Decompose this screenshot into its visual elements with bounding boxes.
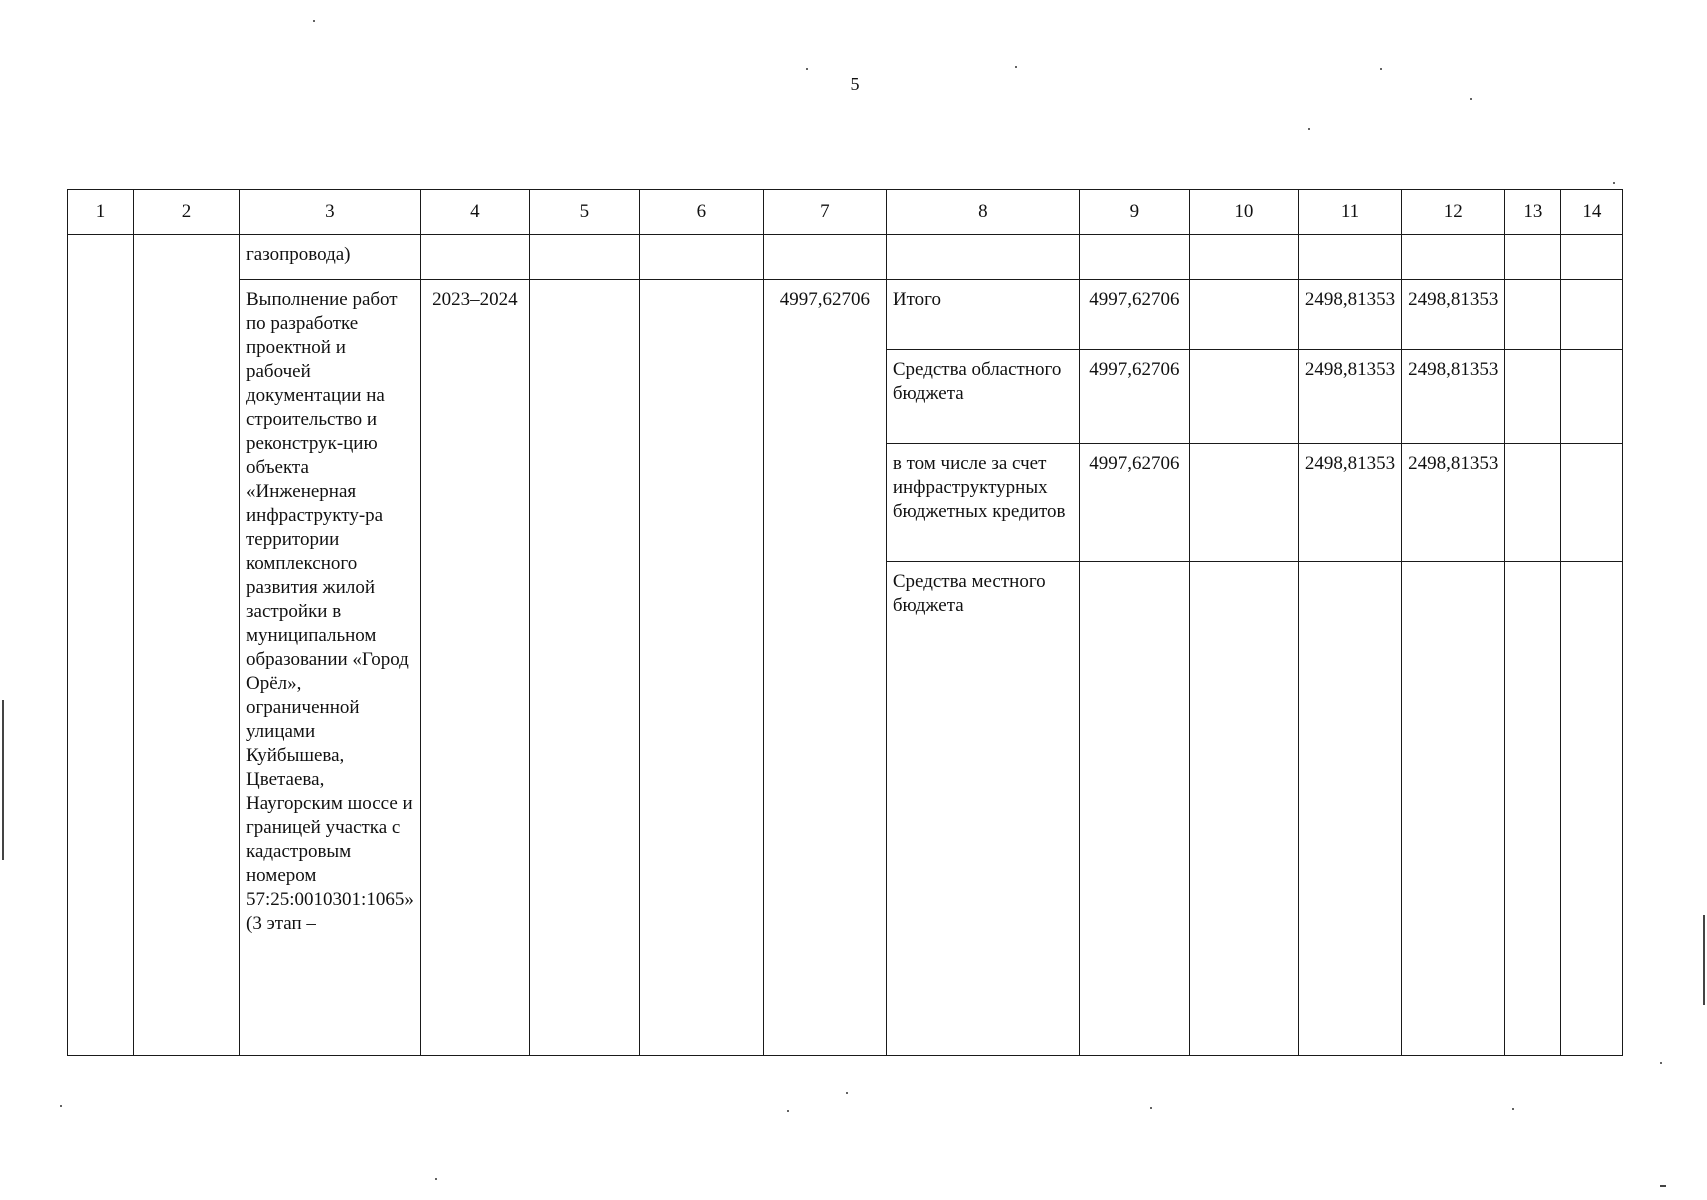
scan-speck	[1470, 98, 1472, 100]
item-total-cost: 4997,62706	[763, 280, 886, 1056]
table-cell	[639, 235, 763, 280]
item-period: 2023–2024	[420, 280, 529, 1056]
scan-speck	[1380, 68, 1382, 70]
scan-speck	[1660, 1062, 1662, 1064]
table-cell	[1402, 235, 1505, 280]
budget-table	[67, 189, 1623, 1056]
scan-speck	[1150, 1107, 1152, 1109]
column-header: 1	[68, 190, 134, 235]
column-header: 7	[763, 190, 886, 235]
funding-col12	[1402, 562, 1505, 1056]
table-cell	[1561, 235, 1623, 280]
scan-edge-line	[2, 700, 4, 860]
column-header: 6	[639, 190, 763, 235]
funding-col10	[1189, 280, 1298, 350]
funding-col10	[1189, 350, 1298, 444]
scan-speck	[60, 1105, 62, 1107]
scan-speck	[846, 1092, 848, 1094]
funding-col12: 2498,81353	[1402, 444, 1505, 562]
table-cell	[639, 280, 763, 1056]
column-header: 14	[1561, 190, 1623, 235]
scan-edge-line	[1703, 915, 1705, 1005]
funding-col13	[1505, 350, 1561, 444]
column-header: 8	[886, 190, 1079, 235]
funding-col13	[1505, 280, 1561, 350]
funding-col13	[1505, 562, 1561, 1056]
column-header: 5	[529, 190, 639, 235]
funding-col9: 4997,62706	[1079, 280, 1189, 350]
table-cell	[134, 235, 240, 1056]
funding-col11: 2498,81353	[1298, 444, 1401, 562]
funding-col12: 2498,81353	[1402, 280, 1505, 350]
table-cell	[763, 235, 886, 280]
column-number-header-row	[68, 190, 1623, 235]
column-header: 12	[1402, 190, 1505, 235]
funding-col10	[1189, 444, 1298, 562]
funding-row	[68, 280, 1623, 350]
funding-col11: 2498,81353	[1298, 280, 1401, 350]
funding-col14	[1561, 562, 1623, 1056]
funding-source: Средства областного бюджета	[886, 350, 1079, 444]
table-cell	[420, 235, 529, 280]
funding-col11: 2498,81353	[1298, 350, 1401, 444]
item-description: Выполнение работ по разработке проектной и рабочей документации на строительство и реконструк-цию объекта «Инженерная инфраструкту-ра территории комплексного развития жилой застройки в муниципальном образовании «Город Орёл», ограниченной улицами Куйбышева, Цветаева, Наугорским шоссе и границей участка с кадастровым номером 57:25:0010301:1065» (3 этап –	[240, 280, 421, 1056]
column-header: 9	[1079, 190, 1189, 235]
funding-col9: 4997,62706	[1079, 444, 1189, 562]
funding-col14	[1561, 350, 1623, 444]
table-cell	[68, 235, 134, 1056]
scan-speck	[1512, 1108, 1514, 1110]
column-header: 2	[134, 190, 240, 235]
scan-edge-line	[1660, 1185, 1666, 1187]
funding-col9	[1079, 562, 1189, 1056]
scan-speck	[1308, 128, 1310, 130]
column-header: 13	[1505, 190, 1561, 235]
table-cell	[1505, 235, 1561, 280]
table-cell	[529, 280, 639, 1056]
continuation-text: газопровода)	[240, 235, 421, 280]
table-cell	[1298, 235, 1401, 280]
page-number: 5	[850, 74, 860, 94]
funding-col9: 4997,62706	[1079, 350, 1189, 444]
scan-speck	[1015, 66, 1017, 68]
funding-source: Средства местного бюджета	[886, 562, 1079, 1056]
scan-speck	[435, 1178, 437, 1180]
column-header: 11	[1298, 190, 1401, 235]
funding-col14	[1561, 444, 1623, 562]
funding-source: в том числе за счет инфраструктурных бюджетных кредитов	[886, 444, 1079, 562]
funding-col14	[1561, 280, 1623, 350]
table-cell	[1079, 235, 1189, 280]
column-header: 4	[420, 190, 529, 235]
funding-source: Итого	[886, 280, 1079, 350]
table-cell	[886, 235, 1079, 280]
funding-col11	[1298, 562, 1401, 1056]
scan-speck	[806, 68, 808, 70]
scan-speck	[787, 1110, 789, 1112]
funding-col10	[1189, 562, 1298, 1056]
scan-speck	[1613, 182, 1615, 184]
continuation-row	[68, 235, 1623, 280]
table-cell	[1189, 235, 1298, 280]
table-cell	[529, 235, 639, 280]
column-header: 10	[1189, 190, 1298, 235]
funding-col13	[1505, 444, 1561, 562]
scan-speck	[313, 20, 315, 22]
column-header: 3	[240, 190, 421, 235]
funding-col12: 2498,81353	[1402, 350, 1505, 444]
